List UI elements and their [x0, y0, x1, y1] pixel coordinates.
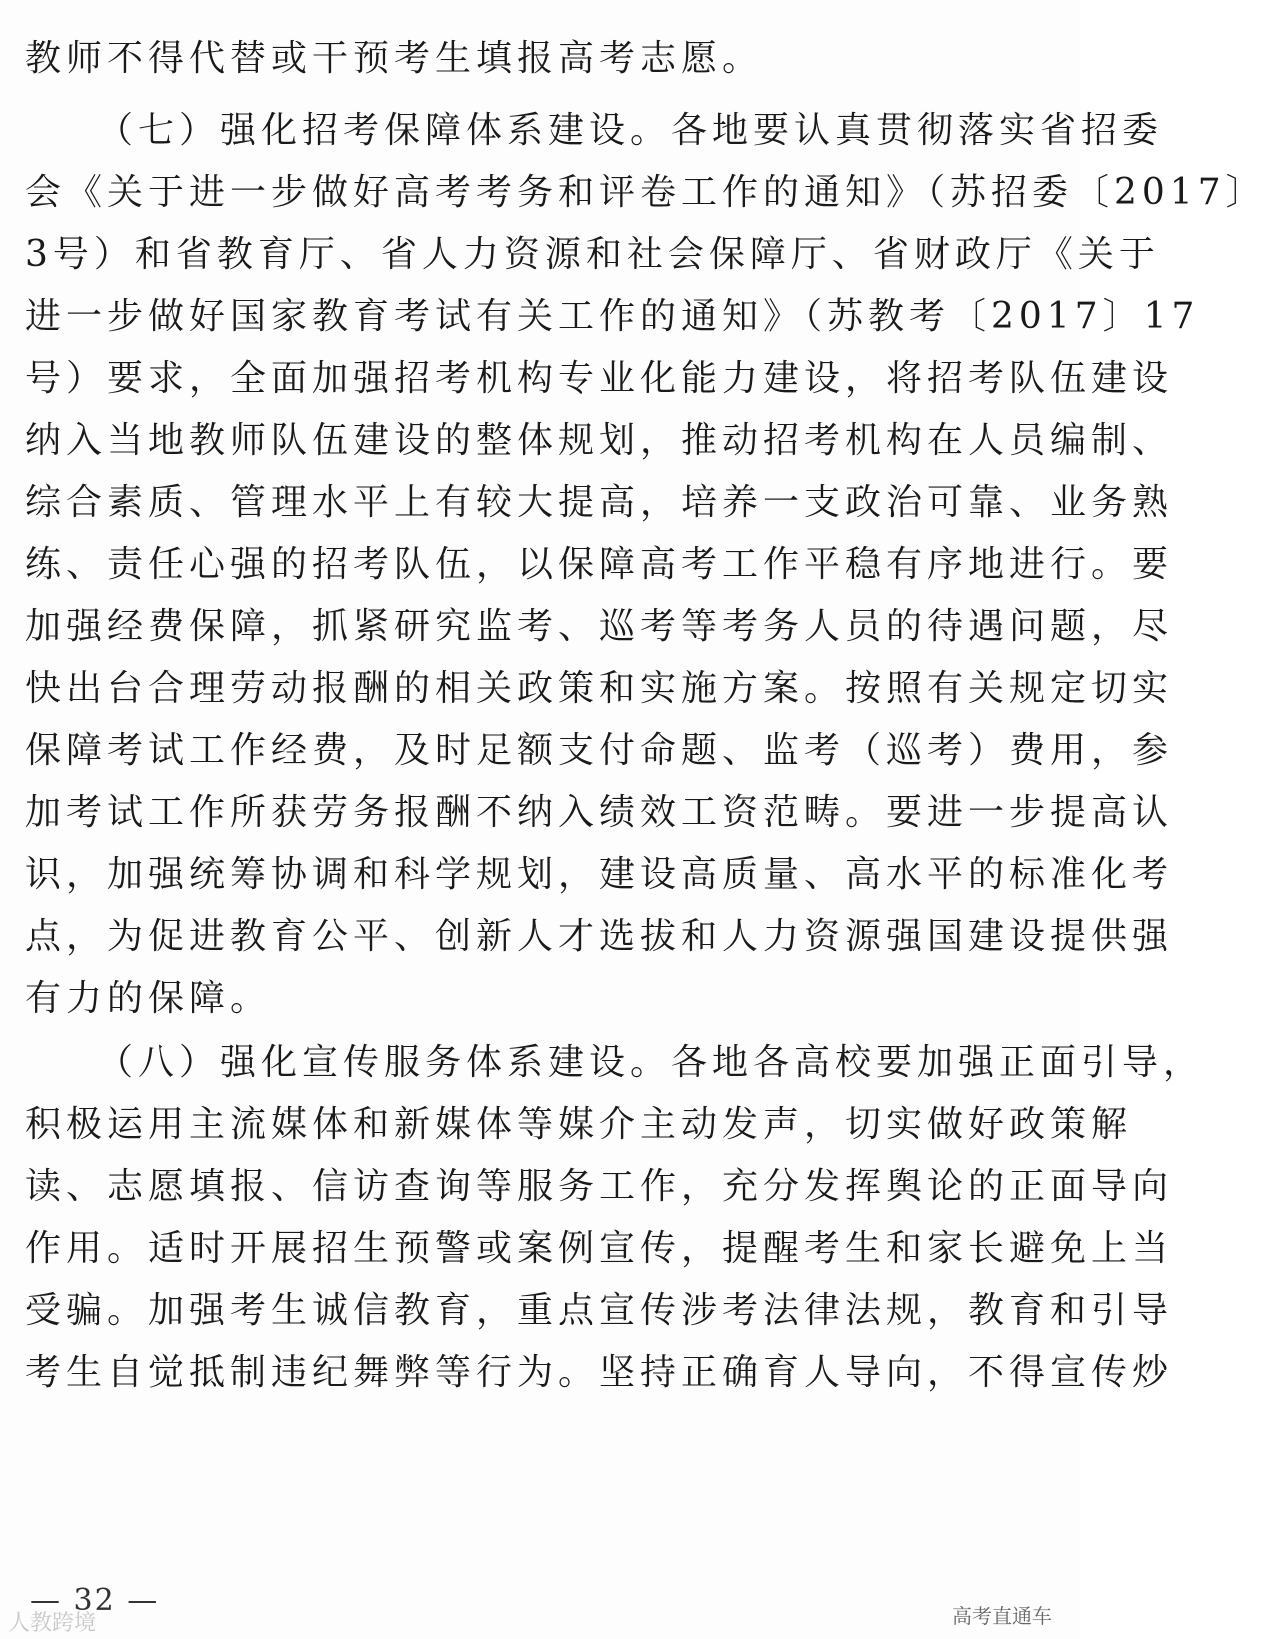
text-line: 会《关于进一步做好高考考务和评卷工作的通知》（苏招委〔2017〕 [25, 172, 1267, 213]
text-line: 保障考试工作经费，及时足额支付命题、监考（巡考）费用，参 [25, 730, 1174, 771]
watermark-left: 人教跨境 [8, 1611, 97, 1636]
text-line: 练、责任心强的招考队伍，以保障高考工作平稳有序地进行。要 [25, 544, 1174, 585]
paragraph-7-first-line: （七）强化招考保障体系建设。各地要认真贯彻落实省招委 [97, 110, 1164, 151]
text-line: 快出台合理劳动报酬的相关政策和实施方案。按照有关规定切实 [25, 668, 1174, 709]
text-line: 加强经费保障，抓紧研究监考、巡考等考务人员的待遇问题，尽 [25, 606, 1174, 647]
text-line: 积极运用主流媒体和新媒体等媒介主动发声，切实做好政策解 [25, 1104, 1133, 1145]
text-line: 3号）和省教育厅、省人力资源和社会保障厅、省财政厅《关于 [25, 234, 1160, 275]
paragraph-8-first-line: （八）强化宣传服务体系建设。各地各高校要加强正面引导， [97, 1042, 1205, 1083]
text-line: 受骗。加强考生诚信教育，重点宣传涉考法律法规，教育和引导 [25, 1290, 1174, 1331]
text-line: 考生自觉抵制违纪舞弊等行为。坚持正确育人导向，不得宣传炒 [25, 1352, 1174, 1393]
text-line: 作用。适时开展招生预警或案例宣传，提醒考生和家长避免上当 [25, 1228, 1174, 1269]
text-line: 综合素质、管理水平上有较大提高，培养一支政治可靠、业务熟 [25, 482, 1174, 523]
text-line: 进一步做好国家教育考试有关工作的通知》（苏教考〔2017〕17 [25, 296, 1200, 337]
page-number: — 32 — [30, 1583, 160, 1618]
text-line: 号）要求，全面加强招考机构专业化能力建设，将招考队伍建设 [25, 358, 1174, 399]
watermark-right: 高考直通车 [952, 1604, 1052, 1628]
text-line: 有力的保障。 [25, 978, 272, 1019]
text-line: 加考试工作所获劳务报酬不纳入绩效工资范畴。要进一步提高认 [25, 792, 1174, 833]
text-line: 教师不得代替或干预考生填报高考志愿。 [25, 38, 764, 79]
text-line: 纳入当地教师队伍建设的整体规划，推动招考机构在人员编制、 [25, 420, 1174, 461]
text-line: 点，为促进教育公平、创新人才选拔和人力资源强国建设提供强 [25, 916, 1174, 957]
text-line: 识，加强统筹协调和科学规划，建设高质量、高水平的标准化考 [25, 854, 1174, 895]
text-line: 读、志愿填报、信访查询等服务工作，充分发挥舆论的正面导向 [25, 1166, 1174, 1207]
